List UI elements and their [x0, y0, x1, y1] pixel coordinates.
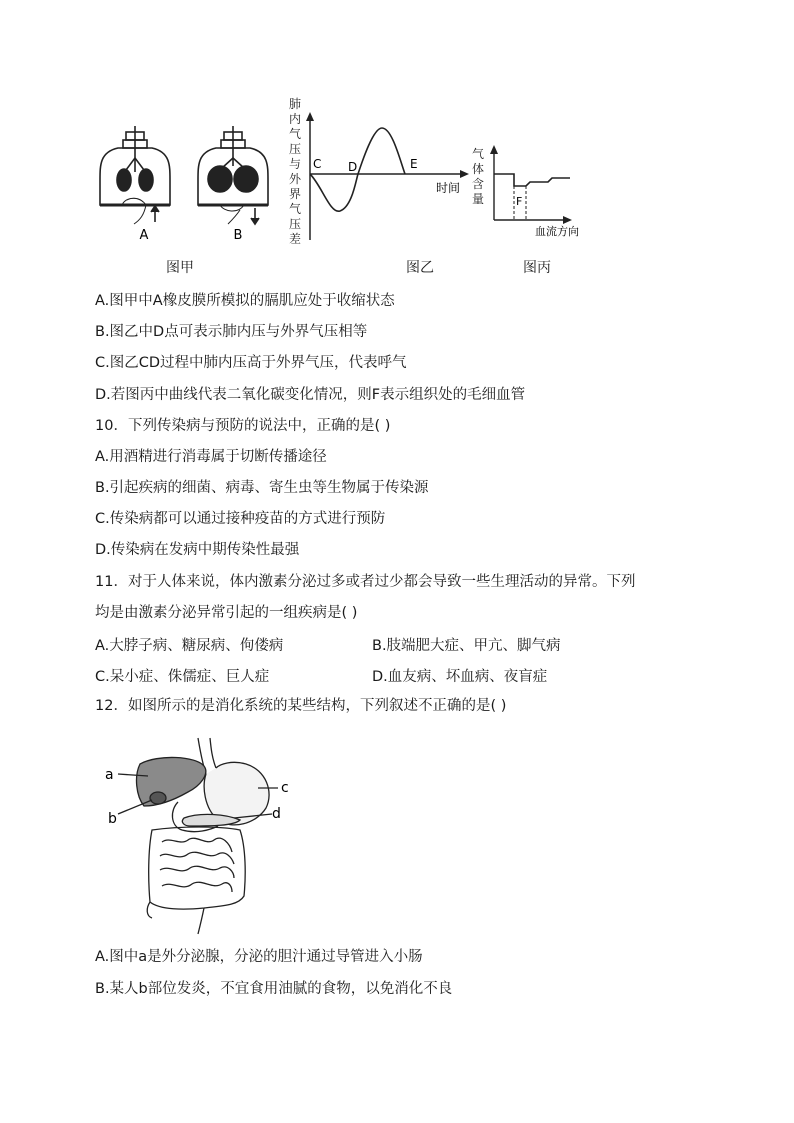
q10-option-d: D.传染病在发病中期传染性最强 — [95, 542, 300, 558]
point-f-label: F — [516, 195, 523, 208]
q10-option-a: A.用酒精进行消毒属于切断传播途径 — [95, 449, 327, 465]
pressure-graph — [289, 96, 469, 246]
bell-jar-a-figure — [100, 126, 170, 224]
q11-option-a: A.大脖子病、糖尿病、佝偻病 — [95, 638, 284, 654]
q11-stem-line2: 均是由激素分泌异常引起的一组疾病是( ) — [95, 605, 358, 621]
gas-content-graph — [472, 145, 579, 238]
q11-option-c: C.呆小症、侏儒症、巨人症 — [95, 669, 270, 685]
q10-stem: 10．下列传染病与预防的说法中，正确的是( ) — [95, 418, 391, 434]
q11-option-b: B.肢端肥大症、甲亢、脚气病 — [372, 638, 561, 654]
q11-stem-line1: 11．对于人体来说，体内激素分泌过多或者过少都会导致一些生理活动的异常。下列 — [95, 574, 636, 590]
q9-option-d: D.若图丙中曲线代表二氧化碳变化情况，则F表示组织处的毛细血管 — [95, 387, 526, 403]
q11-option-d: D.血友病、坏血病、夜盲症 — [372, 669, 548, 685]
digestive-system-figure — [100, 730, 300, 940]
gas-curve — [494, 174, 570, 186]
pressure-curve — [310, 128, 405, 211]
q9-option-c: C.图乙CD过程中肺内压高于外界气压，代表呼气 — [95, 355, 407, 371]
gas-graph-xlabel: 血流方向 — [535, 225, 579, 238]
q12-option-b: B.某人b部位发炎，不宜食用油腻的食物，以免消化不良 — [95, 981, 453, 997]
caption-fig-yi: 图乙 — [406, 260, 434, 276]
q10-option-b: B.引起疾病的细菌、病毒、寄生虫等生物属于传染源 — [95, 480, 429, 496]
label-a: a — [105, 767, 114, 783]
gas-graph-ylabel: 气体 含量 — [472, 147, 485, 206]
figures-row — [0, 0, 794, 290]
point-c-label: C — [313, 157, 322, 171]
pressure-graph-ylabel: 肺内气 压与外 界气压 差 — [289, 97, 302, 246]
q12-stem: 12．如图所示的是消化系统的某些结构，下列叙述不正确的是( ) — [95, 698, 507, 714]
label-d: d — [272, 806, 281, 822]
point-e-label: E — [410, 157, 418, 171]
jar-a-label: A — [139, 228, 149, 243]
q9-option-b: B.图乙中D点可表示肺内压与外界气压相等 — [95, 324, 368, 340]
label-c: c — [281, 780, 289, 796]
caption-fig-jia: 图甲 — [166, 260, 194, 276]
caption-fig-bing: 图丙 — [523, 260, 551, 276]
bell-jar-b-figure — [198, 126, 268, 224]
label-b: b — [108, 811, 117, 827]
pressure-graph-xlabel: 时间 — [436, 181, 461, 195]
q9-option-a: A.图甲中A橡皮膜所模拟的膈肌应处于收缩状态 — [95, 293, 395, 309]
point-d-label: D — [348, 160, 358, 174]
q12-option-a: A.图中a是外分泌腺，分泌的胆汁通过导管进入小肠 — [95, 949, 423, 965]
jar-b-label: B — [233, 228, 243, 243]
q10-option-c: C.传染病都可以通过接种疫苗的方式进行预防 — [95, 511, 386, 527]
